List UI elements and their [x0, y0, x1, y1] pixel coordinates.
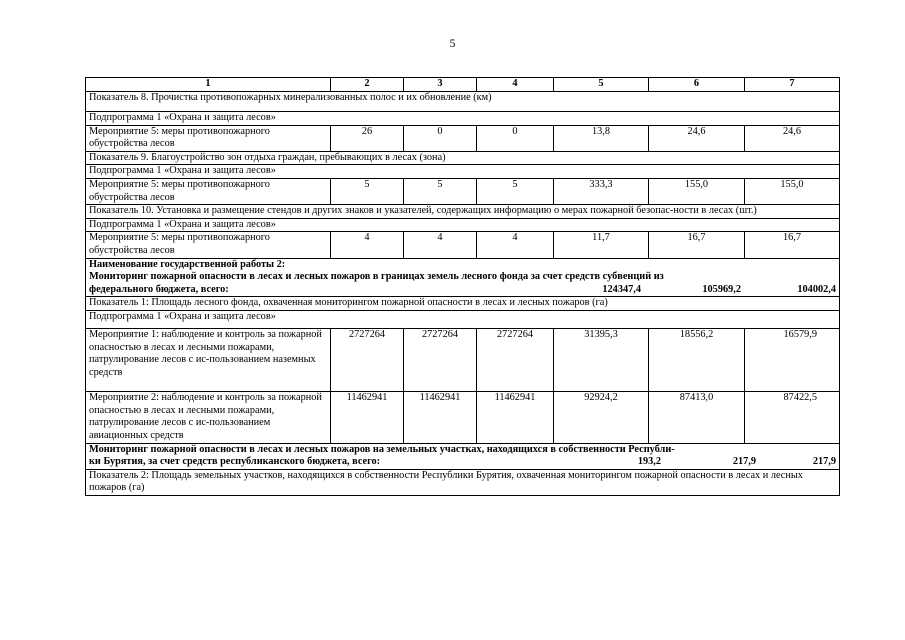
table-row	[86, 392, 840, 443]
table-row	[86, 297, 840, 311]
indicator-9: Показатель 9. Благоустройство зон отдыха граждан, пребывающих в лесах (зона)	[86, 151, 840, 165]
indicator-8: Показатель 8. Прочистка противопожарных минерализованных полос и их обновление (км)	[86, 92, 840, 112]
col-header: 6	[649, 78, 745, 92]
measure-label: Мероприятие 5: меры противопожарного обустройства лесов	[86, 232, 331, 258]
table-row	[86, 328, 840, 391]
rb-row	[86, 443, 840, 469]
table-row	[86, 469, 840, 495]
value-cell: 155,0	[649, 178, 745, 204]
col-header: 3	[404, 78, 477, 92]
total-value: 217,9	[732, 456, 756, 468]
value-cell: 92924,2	[554, 392, 649, 443]
col-header: 5	[554, 78, 649, 92]
rb-cell	[86, 443, 840, 469]
value-cell: 4	[404, 232, 477, 258]
value-cell: 0	[477, 125, 554, 151]
value-cell: 24,6	[745, 125, 840, 151]
rb-desc: Мониторинг пожарной опасности в лесах и лесных пожаров на земельных участках, находящихся в собственности Республи-	[89, 443, 675, 455]
table-row	[86, 165, 840, 179]
col-header: 7	[745, 78, 840, 92]
total-value: 217,9	[812, 456, 836, 468]
value-cell: 18556,2	[649, 328, 745, 391]
work2-title: Наименование государственной работы 2:	[89, 258, 286, 270]
table-row	[86, 112, 840, 126]
table-row	[86, 125, 840, 151]
value-cell: 11462941	[404, 392, 477, 443]
table-row	[86, 310, 840, 328]
value-cell: 11462941	[477, 392, 554, 443]
table-row	[86, 205, 840, 219]
indicator-10: Показатель 10. Установка и размещение стендов и других знаков и указателей, содержащих информацию о мерах пожарной безопас-ности в лесах (шт.)	[86, 205, 840, 219]
value-cell: 333,3	[554, 178, 649, 204]
table-row	[86, 151, 840, 165]
value-cell: 16579,9	[745, 328, 840, 391]
col-header: 2	[331, 78, 404, 92]
value-cell: 5	[404, 178, 477, 204]
total-value: 193,2	[637, 456, 661, 468]
value-cell: 2727264	[331, 328, 404, 391]
table-row	[86, 218, 840, 232]
value-cell: 0	[404, 125, 477, 151]
rb-totals	[591, 456, 836, 469]
value-cell: 11,7	[554, 232, 649, 258]
value-cell: 155,0	[745, 178, 840, 204]
col-header: 4	[477, 78, 554, 92]
total-value: 124347,4	[602, 283, 641, 295]
value-cell: 11462941	[331, 392, 404, 443]
measure-label: Мероприятие 5: меры противопожарного обустройства лесов	[86, 178, 331, 204]
work2-total-line	[89, 284, 836, 297]
table-row	[86, 178, 840, 204]
value-cell: 26	[331, 125, 404, 151]
header-row	[86, 78, 840, 92]
value-cell: 13,8	[554, 125, 649, 151]
value-cell: 87413,0	[649, 392, 745, 443]
col-header: 1	[86, 78, 331, 92]
measure-label: Мероприятие 5: меры противопожарного обустройства лесов	[86, 125, 331, 151]
value-cell: 5	[477, 178, 554, 204]
indicator-2: Показатель 2: Площадь земельных участков, находящихся в собственности Республики Бурятия, охваченная мониторингом пожарной опасности в лесах и лесных пожаров (га)	[86, 469, 840, 495]
subprogram-label: Подпрограмма 1 «Охрана и защита лесов»	[86, 165, 840, 179]
subprogram-label: Подпрограмма 1 «Охрана и защита лесов»	[86, 218, 840, 232]
value-cell: 4	[477, 232, 554, 258]
value-cell: 2727264	[404, 328, 477, 391]
work2-cell	[86, 258, 840, 297]
value-cell: 4	[331, 232, 404, 258]
work2-total-label: федерального бюджета, всего:	[89, 283, 229, 295]
work2-desc: Мониторинг пожарной опасности в лесах и лесных пожаров в границах земель лесного фонда за счет средств субвенций из	[89, 271, 664, 283]
value-cell: 31395,3	[554, 328, 649, 391]
table-row	[86, 92, 840, 112]
subprogram-label: Подпрограмма 1 «Охрана и защита лесов»	[86, 310, 840, 328]
value-cell: 16,7	[745, 232, 840, 258]
rb-total-line	[89, 456, 836, 469]
measure-label: Мероприятие 2: наблюдение и контроль за пожарной опасностью в лесах и лесными пожарами, патрулирование лесов с ис-пользованием авиационных средств	[86, 392, 331, 443]
work2-row	[86, 258, 840, 297]
report-table	[85, 77, 840, 496]
total-value: 105969,2	[702, 283, 741, 295]
value-cell: 5	[331, 178, 404, 204]
value-cell: 87422,5	[745, 392, 840, 443]
total-value: 104002,4	[797, 283, 836, 295]
indicator-1: Показатель 1: Площадь лесного фонда, охваченная мониторингом пожарной опасности в лесах и лесных пожаров (га)	[86, 297, 840, 311]
work2-totals	[546, 284, 836, 297]
measure-label: Мероприятие 1: наблюдение и контроль за пожарной опасностью в лесах и лесными пожарами, патрулирование лесов с ис-пользованием наземных средств	[86, 328, 331, 391]
rb-total-label: ки Бурятия, за счет средств республиканского бюджета, всего:	[89, 456, 381, 468]
subprogram-label: Подпрограмма 1 «Охрана и защита лесов»	[86, 112, 840, 126]
page-number: 5	[449, 38, 456, 50]
value-cell: 24,6	[649, 125, 745, 151]
table-row	[86, 232, 840, 258]
value-cell: 2727264	[477, 328, 554, 391]
value-cell: 16,7	[649, 232, 745, 258]
